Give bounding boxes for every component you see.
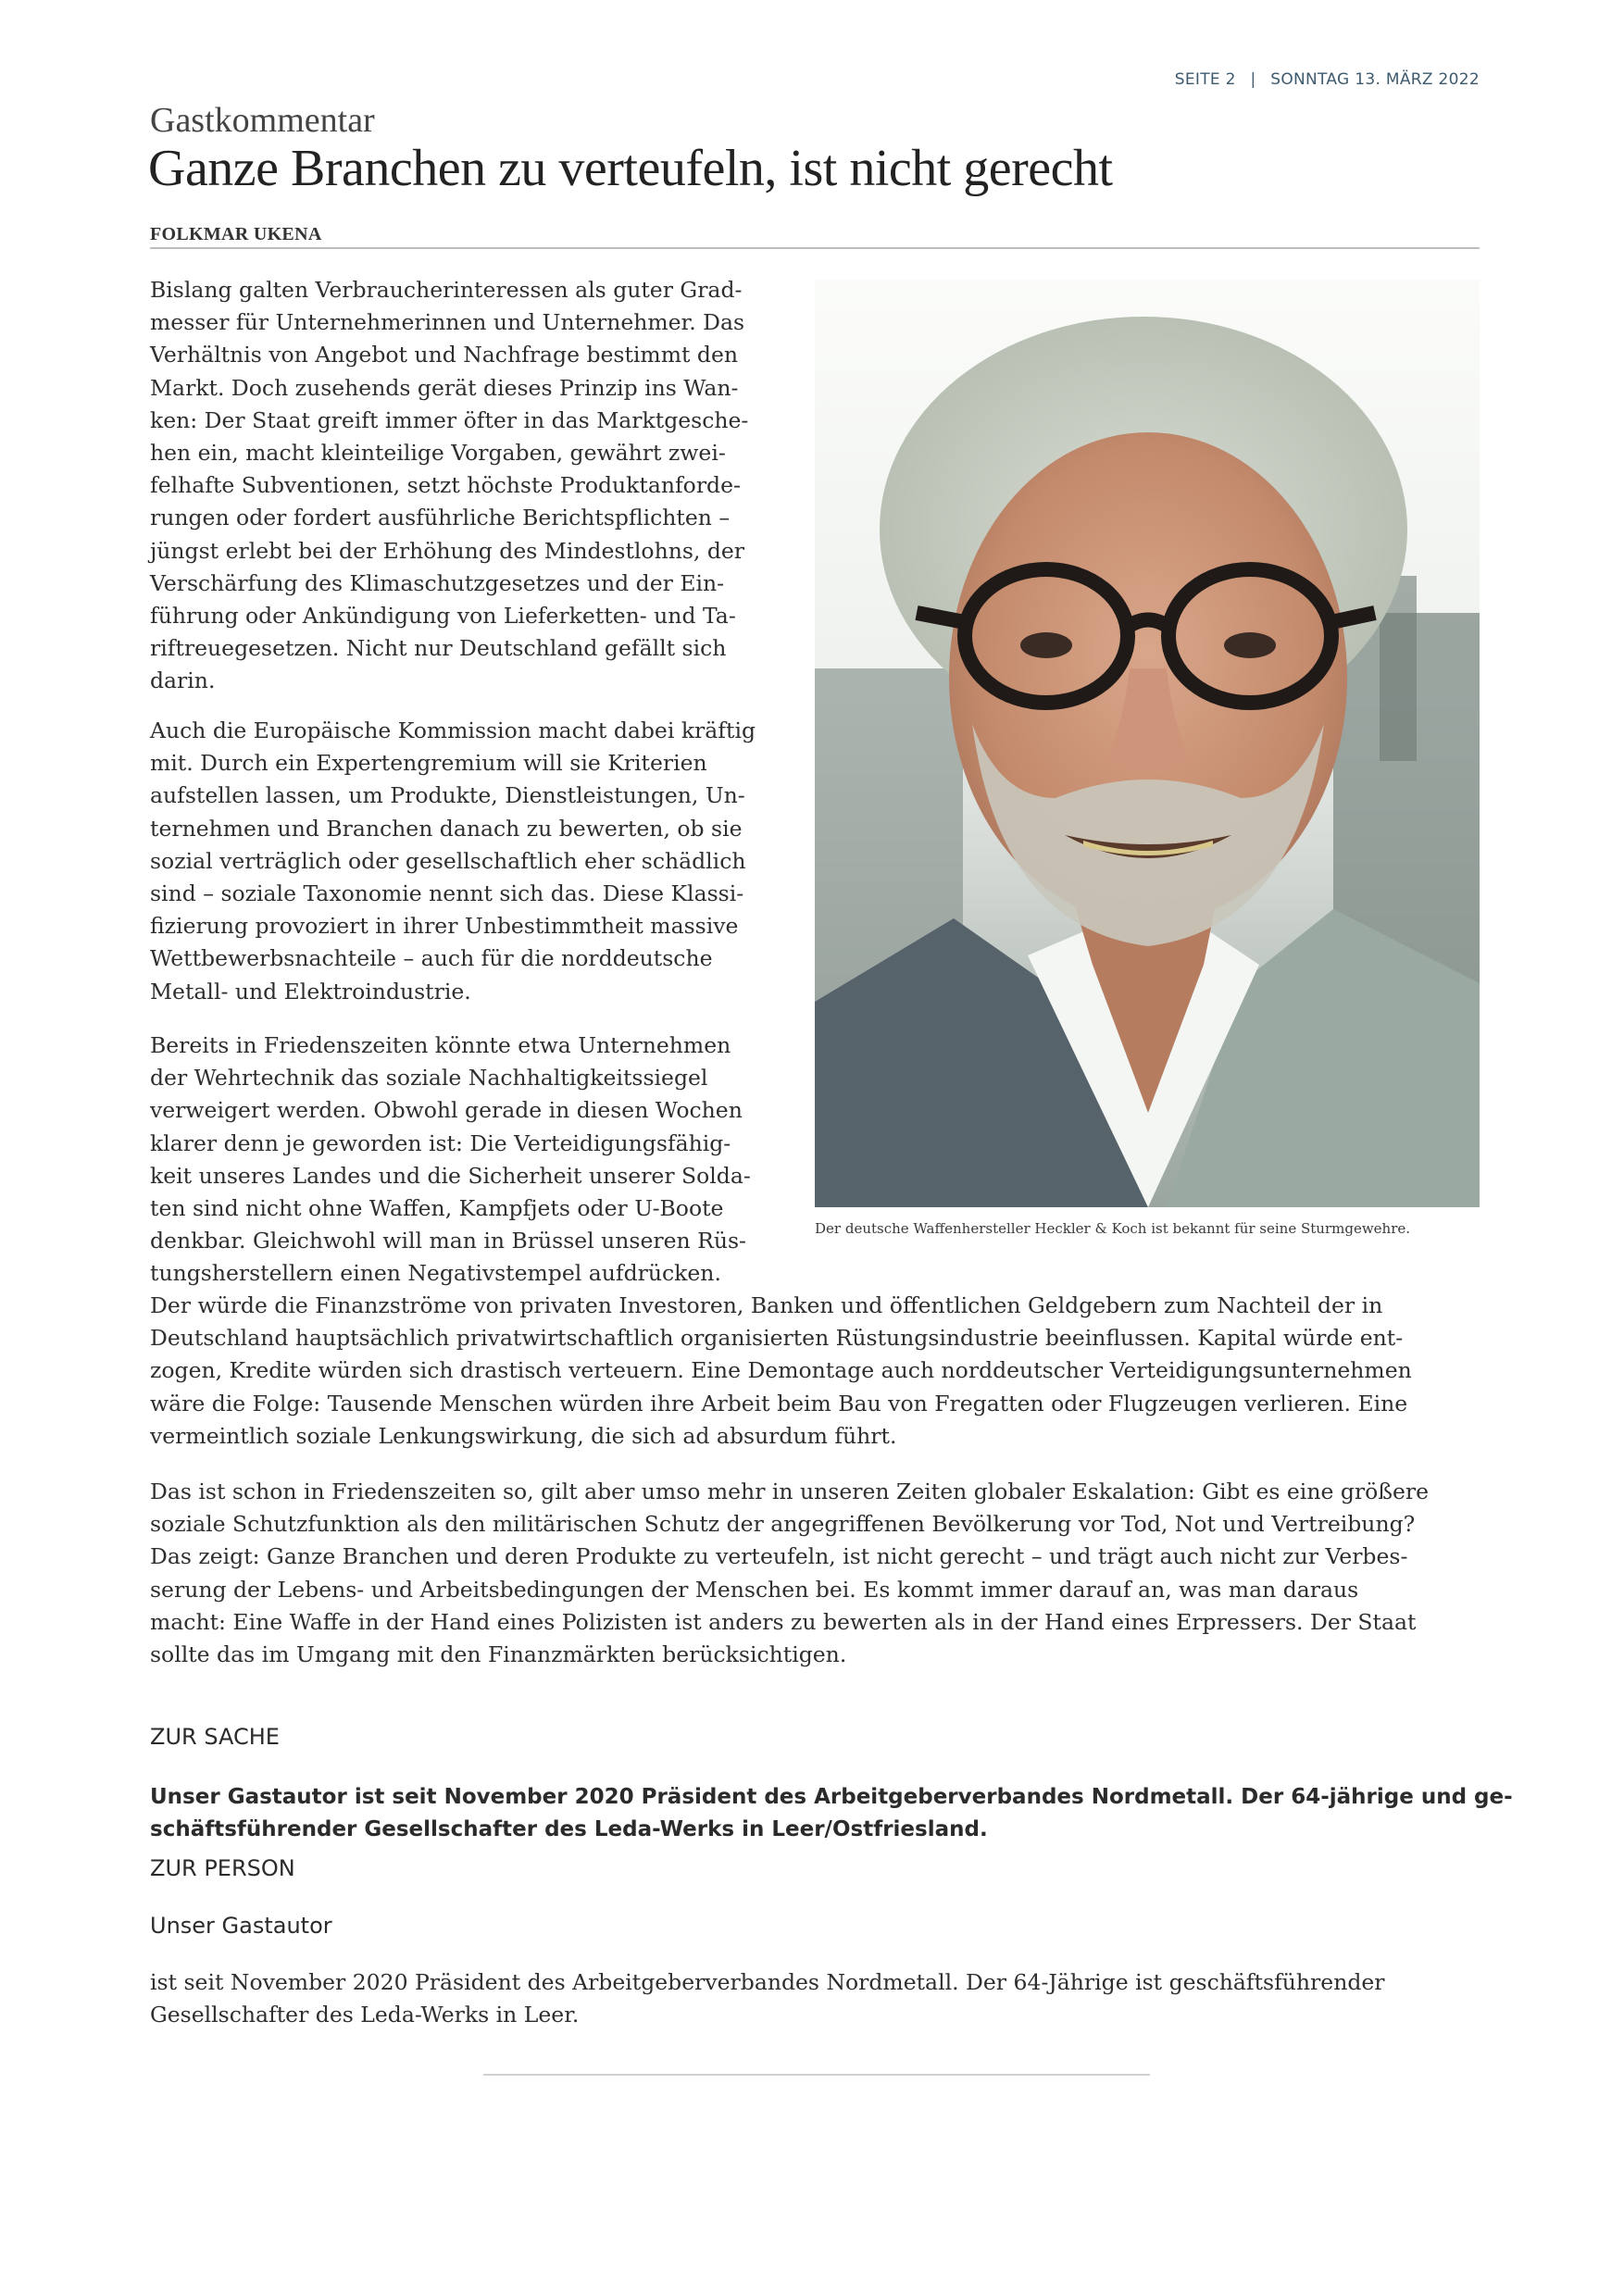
issue-date: SONNTAG 13. MÄRZ 2022 [1270,70,1480,89]
text-line: soziale Schutzfunktion als den militärischen Schutz der angegriffenen Bevölkerung vor Tod, Not und Vertreibung? [150,1511,1416,1538]
text-line: jüngst erlebt bei der Erhöhung des Mindestlohns, der [150,537,745,564]
text-line: messer für Unternehmerinnen und Unternehmer. Das [150,309,745,336]
page-meta [1175,70,1480,89]
author-photo [815,280,1480,1207]
text-line: Der würde die Finanzströme von privaten Investoren, Banken und öffentlichen Geldgebern zum Nachteil der in [150,1292,1383,1318]
text-line: macht: Eine Waffe in der Hand eines Polizisten ist anders zu bewerten als in der Hand eines Erpressers. Der Staat [150,1608,1417,1635]
footer-divider [483,2074,1150,2076]
text-line: rungen oder fordert ausführliche Berichtspflichten – [150,505,731,531]
text-line: keit unseres Landes und die Sicherheit unserer Solda- [150,1162,751,1189]
text-line: felhafte Subventionen, setzt höchste Produktanforde- [150,472,741,499]
section-heading-zur-sache: ZUR SACHE [150,1724,280,1750]
text-line: der Wehrtechnik das soziale Nachhaltigkeitssiegel [150,1065,708,1092]
text-line: mit. Durch ein Expertengremium will sie Kriterien [150,750,707,777]
text-line: Deutschland hauptsächlich privatwirtschaftlich organisierten Rüstungsindustrie beeinflussen. Kapital würde ent- [150,1325,1404,1352]
section-heading-zur-person: ZUR PERSON [150,1855,295,1881]
text-line: ten sind nicht ohne Waffen, Kampfjets oder U-Boote [150,1195,724,1222]
text-line: Das zeigt: Ganze Branchen und deren Produkte zu verteufeln, ist nicht gerecht – und trägt auch nicht zur Verbes- [150,1543,1408,1570]
text-line: zogen, Kredite würden sich drastisch verteuern. Eine Demontage auch norddeutscher Verteidigungsunternehmen [150,1357,1412,1384]
text-line: Verschärfung des Klimaschutzgesetzes und der Ein- [150,569,725,596]
text-line: darin. [150,668,216,694]
text-line: sozial verträglich oder gesellschaftlich eher schädlich [150,847,746,874]
text-line: riftreuegesetzen. Nicht nur Deutschland gefällt sich [150,635,727,662]
text-line: Unser Gastautor ist seit November 2020 Präsident des Arbeitgeberverbandes Nordmetall. Der 64-jährige und ge- [150,1785,1513,1809]
text-line: Auch die Europäische Kommission macht dabei kräftig [150,718,756,743]
text-line: verweigert werden. Obwohl gerade in diesen Wochen [150,1097,743,1124]
article-kicker: Gastkommentar [150,101,375,140]
text-line: führung oder Ankündigung von Lieferketten- und Ta- [150,603,736,630]
paragraph-3 [150,1029,787,1291]
meta-separator: | [1250,70,1256,89]
zur-sache-text [150,1781,1513,1846]
article-headline: Ganze Branchen zu verteufeln, ist nicht gerecht [148,140,1113,197]
text-line: sind – soziale Taxonomie nennt sich das. Diese Klassi- [150,880,744,907]
text-line: Markt. Doch zusehends gerät dieses Prinzip ins Wan- [150,374,739,401]
text-line: sollte das im Umgang mit den Finanzmärkten berücksichtigen. [150,1641,847,1668]
text-line: Wettbewerbsnachteile – auch für die norddeutsche [150,945,713,972]
text-line: Bislang galten Verbraucherinteressen als guter Grad- [150,277,743,303]
text-line: ist seit November 2020 Präsident des Arbeitgeberverbandes Nordmetall. Der 64-Jährige ist geschäftsführender [150,1969,1385,1995]
paragraph-2 [150,715,787,1008]
text-line: ken: Der Staat greift immer öfter in das Marktgesche- [150,406,749,433]
text-line: tungsherstellern einen Negativstempel aufdrücken. [150,1260,721,1287]
header-divider [150,247,1480,249]
text-line: schäftsführender Gesellschafter des Leda-Werks in Leer/Ostfriesland. [150,1817,988,1841]
zur-person-subheading: Unser Gastautor [150,1913,332,1939]
text-line: Bereits in Friedenszeiten könnte etwa Unternehmen [150,1032,731,1058]
text-line: Gesellschafter des Leda-Werks in Leer. [150,2002,580,2028]
text-line: Metall- und Elektroindustrie. [150,978,471,1004]
text-line: ternehmen und Branchen danach zu bewerten, ob sie [150,815,743,842]
text-line: vermeintlich soziale Lenkungswirkung, die sich ad absurdum führt. [150,1422,897,1449]
article-byline: FOLKMAR UKENA [150,224,322,244]
photo-caption: Der deutsche Waffenhersteller Heckler & Koch ist bekannt für seine Sturmgewehre. [815,1220,1411,1237]
text-line: Verhältnis von Angebot und Nachfrage bestimmt den [150,342,738,368]
paragraph-4 [150,1476,1483,1671]
text-line: aufstellen lassen, um Produkte, Dienstleistungen, Un- [150,782,745,809]
text-line: wäre die Folge: Tausende Menschen würden ihre Arbeit beim Bau von Fregatten oder Flugzeugen verlieren. Eine [150,1390,1408,1416]
text-line: serung der Lebens- und Arbeitsbedingungen der Menschen bei. Es kommt immer darauf an, was man daraus [150,1576,1359,1603]
text-line: klarer denn je geworden ist: Die Verteidigungsfähig- [150,1129,731,1156]
text-line: Das ist schon in Friedenszeiten so, gilt aber umso mehr in unseren Zeiten globaler Eskalation: Gibt es eine größere [150,1479,1430,1504]
paragraph-1 [150,274,787,698]
text-line: hen ein, macht kleinteilige Vorgaben, gewährt zwei- [150,440,726,467]
page-number: SEITE 2 [1174,70,1236,89]
paragraph-3-continued [150,1290,1483,1453]
text-line: denkbar. Gleichwohl will man in Brüssel unseren Rüs- [150,1228,746,1254]
zur-person-text [150,1966,1483,2031]
text-line: fizierung provoziert in ihrer Unbestimmtheit massive [150,913,739,940]
